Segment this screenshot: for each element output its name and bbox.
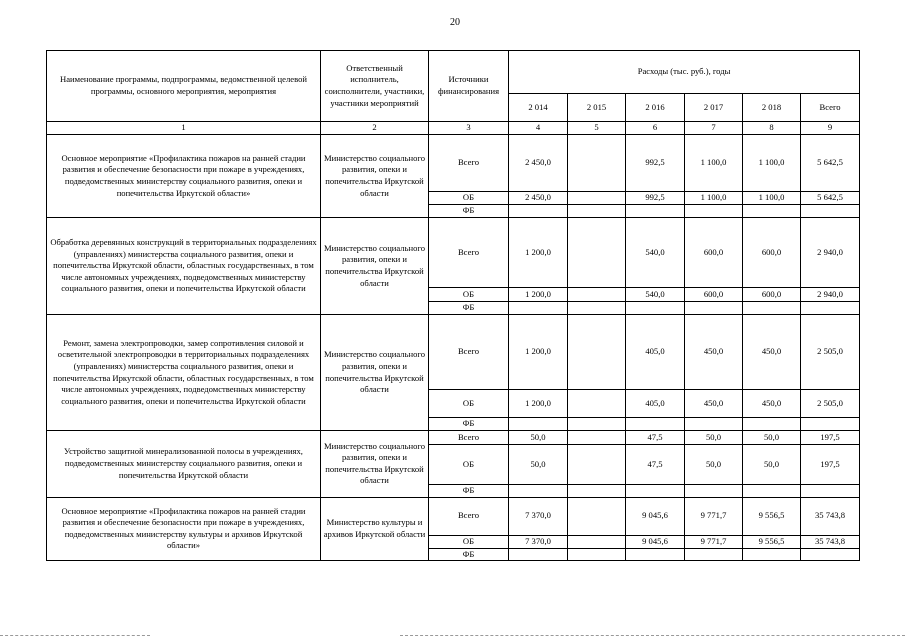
header-total: Всего <box>801 94 860 122</box>
value-2018: 1 100,0 <box>743 135 801 192</box>
value-2018: 1 100,0 <box>743 192 801 205</box>
value-2014: 2 450,0 <box>509 135 568 192</box>
header-year: 2 015 <box>568 94 626 122</box>
header-year: 2 014 <box>509 94 568 122</box>
header-year: 2 017 <box>685 94 743 122</box>
source-total: Всего <box>429 497 509 535</box>
column-number: 4 <box>509 122 568 135</box>
source-ob: ОБ <box>429 445 509 485</box>
value-sum: 2 940,0 <box>801 288 860 302</box>
value-2018: 600,0 <box>743 288 801 302</box>
source-fb: ФБ <box>429 205 509 218</box>
value-2018: 600,0 <box>743 218 801 288</box>
table-row <box>47 497 860 535</box>
value-2016: 9 045,6 <box>626 497 685 535</box>
source-total: Всего <box>429 135 509 192</box>
value-2017: 1 100,0 <box>685 192 743 205</box>
value-2015 <box>568 288 626 302</box>
header-year: 2 016 <box>626 94 685 122</box>
budget-table <box>46 50 860 561</box>
column-number: 2 <box>321 122 429 135</box>
value-2018: 450,0 <box>743 390 801 418</box>
source-total: Всего <box>429 315 509 390</box>
value-2016: 540,0 <box>626 288 685 302</box>
table-row <box>47 315 860 390</box>
measure-name: Устройство защитной минерализованной полосы в учреждениях, подведомственных министерству социального развития, опеки и попечительства Иркутской области <box>47 431 321 498</box>
value-2017: 50,0 <box>685 431 743 445</box>
value-2015 <box>568 535 626 548</box>
page-bottom-divider <box>400 635 905 636</box>
page-bottom-divider <box>0 635 150 636</box>
value-2016: 540,0 <box>626 218 685 288</box>
value-2018: 450,0 <box>743 315 801 390</box>
value-sum: 5 642,5 <box>801 192 860 205</box>
table-row <box>47 135 860 192</box>
value-2016: 405,0 <box>626 390 685 418</box>
source-fb: ФБ <box>429 548 509 561</box>
value-sum: 35 743,8 <box>801 497 860 535</box>
source-total: Всего <box>429 431 509 445</box>
value-2015 <box>568 218 626 288</box>
value-2017: 600,0 <box>685 218 743 288</box>
source-fb: ФБ <box>429 302 509 315</box>
value-2015 <box>568 497 626 535</box>
header-year: 2 018 <box>743 94 801 122</box>
measure-name: Основное мероприятие «Профилактика пожаров на ранней стадии развития и обеспечение безопасности при пожаре в учреждениях, подведомственных министерству социального развития, опеки и попечительства Иркутской области» <box>47 135 321 218</box>
value-2017: 450,0 <box>685 390 743 418</box>
executor: Министерство социального развития, опеки и попечительства Иркутской области <box>321 135 429 218</box>
executor: Министерство культуры и архивов Иркутской области <box>321 497 429 561</box>
value-2017: 9 771,7 <box>685 535 743 548</box>
executor: Министерство социального развития, опеки и попечительства Иркутской области <box>321 218 429 315</box>
value-sum: 2 940,0 <box>801 218 860 288</box>
value-sum: 2 505,0 <box>801 315 860 390</box>
value-2018: 9 556,5 <box>743 535 801 548</box>
page-number: 20 <box>450 17 460 28</box>
value-2017: 450,0 <box>685 315 743 390</box>
source-ob: ОБ <box>429 192 509 205</box>
value-2014: 7 370,0 <box>509 535 568 548</box>
measure-name: Ремонт, замена электропроводки, замер сопротивления силовой и осветительной электропроводки в территориальных подразделениях (управлениях) министерства социального развития, опеки и попечительства Иркутской области, областных государственных, в том числе автономных учреждениях, подведомственных министерству социального развития, опеки и попечительства Иркутской области <box>47 315 321 431</box>
value-2015 <box>568 390 626 418</box>
column-number: 5 <box>568 122 626 135</box>
source-fb: ФБ <box>429 418 509 431</box>
table-row <box>47 431 860 445</box>
source-ob: ОБ <box>429 390 509 418</box>
value-2015 <box>568 315 626 390</box>
executor: Министерство социального развития, опеки и попечительства Иркутской области <box>321 315 429 431</box>
value-2017: 600,0 <box>685 288 743 302</box>
value-2016: 47,5 <box>626 431 685 445</box>
header-col-name: Наименование программы, подпрограммы, ведомственной целевой программы, основного мероприятия, мероприятия <box>47 51 321 122</box>
column-number-row <box>47 122 860 135</box>
value-2015 <box>568 431 626 445</box>
value-2016: 405,0 <box>626 315 685 390</box>
value-2015 <box>568 192 626 205</box>
header-row-top <box>47 51 860 94</box>
measure-name: Обработка деревянных конструкций в территориальных подразделениях (управлениях) министерства социального развития, опеки и попечительства Иркутской области, областных государственных, в том числе автономных учреждениях, подведомственных министерству социального развития, опеки и попечительства Иркутской области <box>47 218 321 315</box>
value-2016: 9 045,6 <box>626 535 685 548</box>
value-2014: 50,0 <box>509 431 568 445</box>
value-2017: 50,0 <box>685 445 743 485</box>
header-col-source: Источники финансирования <box>429 51 509 122</box>
value-2016: 992,5 <box>626 135 685 192</box>
value-2014: 7 370,0 <box>509 497 568 535</box>
value-2017: 1 100,0 <box>685 135 743 192</box>
value-sum: 5 642,5 <box>801 135 860 192</box>
header-col-executor: Ответственный исполнитель, соисполнители, участники, участники мероприятий <box>321 51 429 122</box>
value-sum: 197,5 <box>801 431 860 445</box>
value-2015 <box>568 135 626 192</box>
value-2014: 1 200,0 <box>509 288 568 302</box>
source-ob: ОБ <box>429 288 509 302</box>
source-total: Всего <box>429 218 509 288</box>
column-number: 3 <box>429 122 509 135</box>
value-2017: 9 771,7 <box>685 497 743 535</box>
value-2014: 2 450,0 <box>509 192 568 205</box>
value-sum: 2 505,0 <box>801 390 860 418</box>
column-number: 9 <box>801 122 860 135</box>
source-ob: ОБ <box>429 535 509 548</box>
value-2014: 1 200,0 <box>509 390 568 418</box>
value-2018: 50,0 <box>743 431 801 445</box>
value-sum: 35 743,8 <box>801 535 860 548</box>
value-2015 <box>568 445 626 485</box>
column-number: 7 <box>685 122 743 135</box>
column-number: 8 <box>743 122 801 135</box>
value-2016: 47,5 <box>626 445 685 485</box>
column-number: 6 <box>626 122 685 135</box>
table-row <box>47 218 860 288</box>
value-2018: 9 556,5 <box>743 497 801 535</box>
column-number: 1 <box>47 122 321 135</box>
value-2014: 1 200,0 <box>509 315 568 390</box>
header-expenses: Расходы (тыс. руб.), годы <box>509 51 860 94</box>
source-fb: ФБ <box>429 485 509 498</box>
value-2014: 1 200,0 <box>509 218 568 288</box>
value-2018: 50,0 <box>743 445 801 485</box>
executor: Министерство социального развития, опеки и попечительства Иркутской области <box>321 431 429 498</box>
value-sum: 197,5 <box>801 445 860 485</box>
value-2016: 992,5 <box>626 192 685 205</box>
value-2014: 50,0 <box>509 445 568 485</box>
measure-name: Основное мероприятие «Профилактика пожаров на ранней стадии развития и обеспечение безопасности при пожаре в учреждениях, подведомственных министерству культуры и архивов Иркутской области» <box>47 497 321 561</box>
